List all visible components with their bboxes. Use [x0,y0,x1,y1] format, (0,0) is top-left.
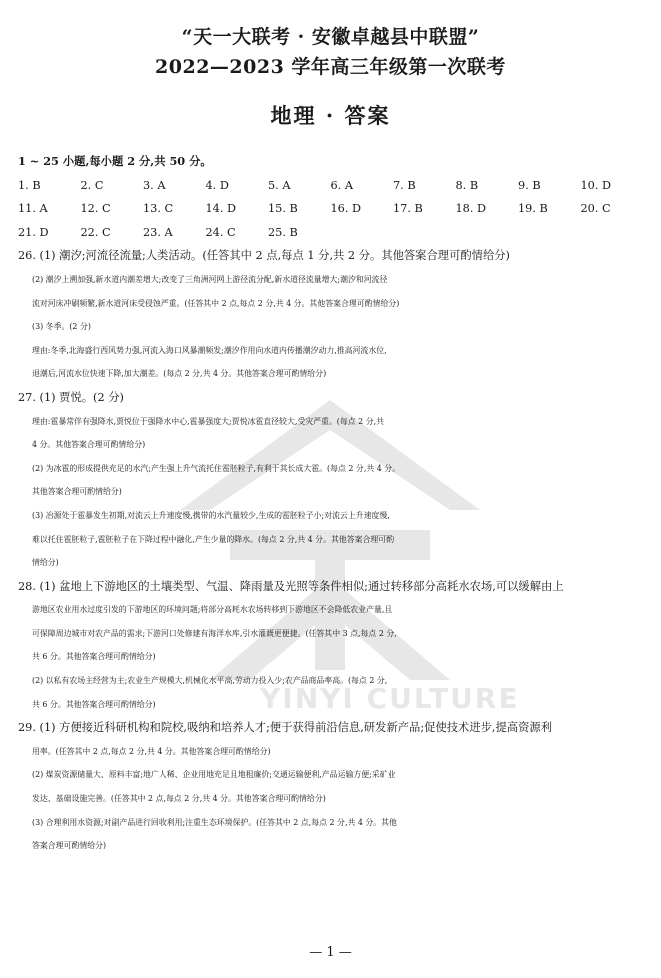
answer-line: (3) 冬季。(2 分) [32,322,91,332]
mc-answer: 2. C [80,178,104,192]
mc-answer: 14. D [205,202,237,216]
mc-answer: 11. A [18,202,48,216]
answer-line: (2) 潮汐上溯加强,新水道内潮差增大;改变了三角洲河网上游径流分配,新水道径流量增大;潮汐和河流径 [32,274,388,284]
page-number: — 1 — [309,945,352,960]
answer-line: (3) 冶源处于雹暴发生初期,对流云上升速度慢,携带的水汽量较少,生成的雹胚粒子小;对流云上升速度慢, [32,510,390,520]
exam-year-title: 2022—2023 学年高三年级第一次联考 [155,56,506,78]
mc-answer: 4. D [205,178,229,192]
answer-line: 26. (1) 潮汐;河流径流量;人类活动。(任答其中 2 点,每点 1 分,共 2 分。其他答案合理可酌情给分) [18,249,510,263]
mc-answer: 9. B [518,178,541,192]
answer-line: 4 分。其他答案合理可酌情给分) [32,440,146,450]
mc-answer: 16. D [330,202,362,216]
answer-content [18,150,643,858]
mc-answer: 3. A [143,178,166,192]
subject-title: 地理 · 答案 [270,103,391,128]
mc-answer: 25. B [268,225,298,239]
answer-line: 流对河床冲刷频繁,新水道河床受侵蚀严重。(任答其中 2 点,每点 2 分,共 4 分。其他答案合理可酌情给分) [32,298,400,308]
answer-line: 难以托住雹胚粒子,雹胚粒子在下降过程中融化,产生少量的降水。(每点 2 分,共 4 分。其他答案合理可酌 [32,534,395,544]
answer-line: 答案合理可酌情给分) [32,841,107,851]
question-28-answer [18,575,643,717]
answer-line: 共 6 分。其他答案合理可酌情给分) [32,652,156,662]
answer-line: 28. (1) 盆地上下游地区的土壤类型、气温、降雨量及光照等条件相似;通过转移部分高耗水农场,可以缓解由上 [18,579,564,593]
answer-line: (3) 合理利用水资源;对副产品进行回收利用;注重生态环境保护。(任答其中 2 点,每点 2 分,共 4 分。其他 [32,817,397,827]
answer-line: 用率。(任答其中 2 点,每点 2 分,共 4 分。其他答案合理可酌情给分) [32,746,271,756]
watermark-text: YINYI CULTURE [260,682,520,715]
answer-line: 其他答案合理可酌情给分) [32,487,122,497]
mc-answer: 18. D [455,202,487,216]
answer-line: 理由:冬季,北海盛行西风势力强,河流入海口风暴潮频发;潮汐作用向水道内传播潮汐动力,推高河流水位, [32,345,387,355]
answer-line: 27. (1) 贾悦。(2 分) [18,390,124,404]
answer-line: (2) 煤炭资源储量大、原料丰富;地广人稀、企业用地充足且地租廉价;交通运输便利,产品运输方便;采矿业 [32,770,396,780]
answer-line: 游地区农业用水过度引发的下游地区的环境问题;将部分高耗水农场转移到下游地区不会降低农业产量,且 [32,605,393,615]
answer-line: 共 6 分。其他答案合理可酌情给分) [32,699,156,709]
answer-line: 29. (1) 方便接近科研机构和院校,吸纳和培养人才;便于获得前沿信息,研发新产品;促使技术进步,提高资源利 [18,721,553,735]
mc-answer: 17. B [393,202,423,216]
exam-alliance-title: “天一大联考 · 安徽卓越县中联盟” [181,26,480,48]
mc-answer: 1. B [18,178,41,192]
mc-answer: 5. A [268,178,291,192]
mc-answer-row [18,221,643,245]
question-26-answer [18,244,643,386]
mc-answer: 15. B [268,202,298,216]
answer-line: 发达、基础设施完善。(任答其中 2 点,每点 2 分,共 4 分。其他答案合理可酌情给分) [32,794,326,804]
mc-answer: 22. C [80,225,111,239]
mc-answer: 21. D [18,225,49,239]
mc-intro: 1 ~ 25 小题,每小题 2 分,共 50 分。 [18,154,212,168]
answer-line: (2) 为冰雹的形成提供充足的水汽;产生强上升气流托住雹胚粒子,有利于其长成大雹。(每点 2 分,共 4 分。 [32,463,401,473]
question-29-answer [18,716,643,858]
mc-answer: 7. B [393,178,416,192]
answer-line: 情给分) [32,558,59,568]
mc-answer: 24. C [205,225,236,239]
mc-answer: 20. C [580,202,611,216]
answer-line: 理由:雹暴常伴有强降水,贾悦位于强降水中心,雹暴强度大;贾悦冰雹直径较大,受灾严重。(每点 2 分,共 [32,416,384,426]
mc-answer-row [18,197,643,221]
mc-answer: 13. C [143,202,174,216]
answer-line: 退潮后,河流水位快速下降,加大潮差。(每点 2 分,共 4 分。其他答案合理可酌情给分) [32,369,327,379]
mc-answer: 6. A [330,178,354,192]
mc-answer: 19. B [518,202,548,216]
answer-line: (2) 以私有农场主经营为主;农业生产规模大,机械化水平高,劳动力投入少;农产品商品率高。(每点 2 分, [32,676,388,686]
answer-line: 可保障周边城市对农产品的需求;下游河口处修建有海洋水库,引水灌溉更便捷。(任答其中 3 点,每点 2 分, [32,628,397,638]
mc-answer: 10. D [580,178,612,192]
mc-answer: 8. B [455,178,479,192]
mc-answer-row [18,174,643,198]
question-27-answer [18,386,643,575]
mc-answer: 12. C [80,202,111,216]
mc-answer: 23. A [143,225,173,239]
